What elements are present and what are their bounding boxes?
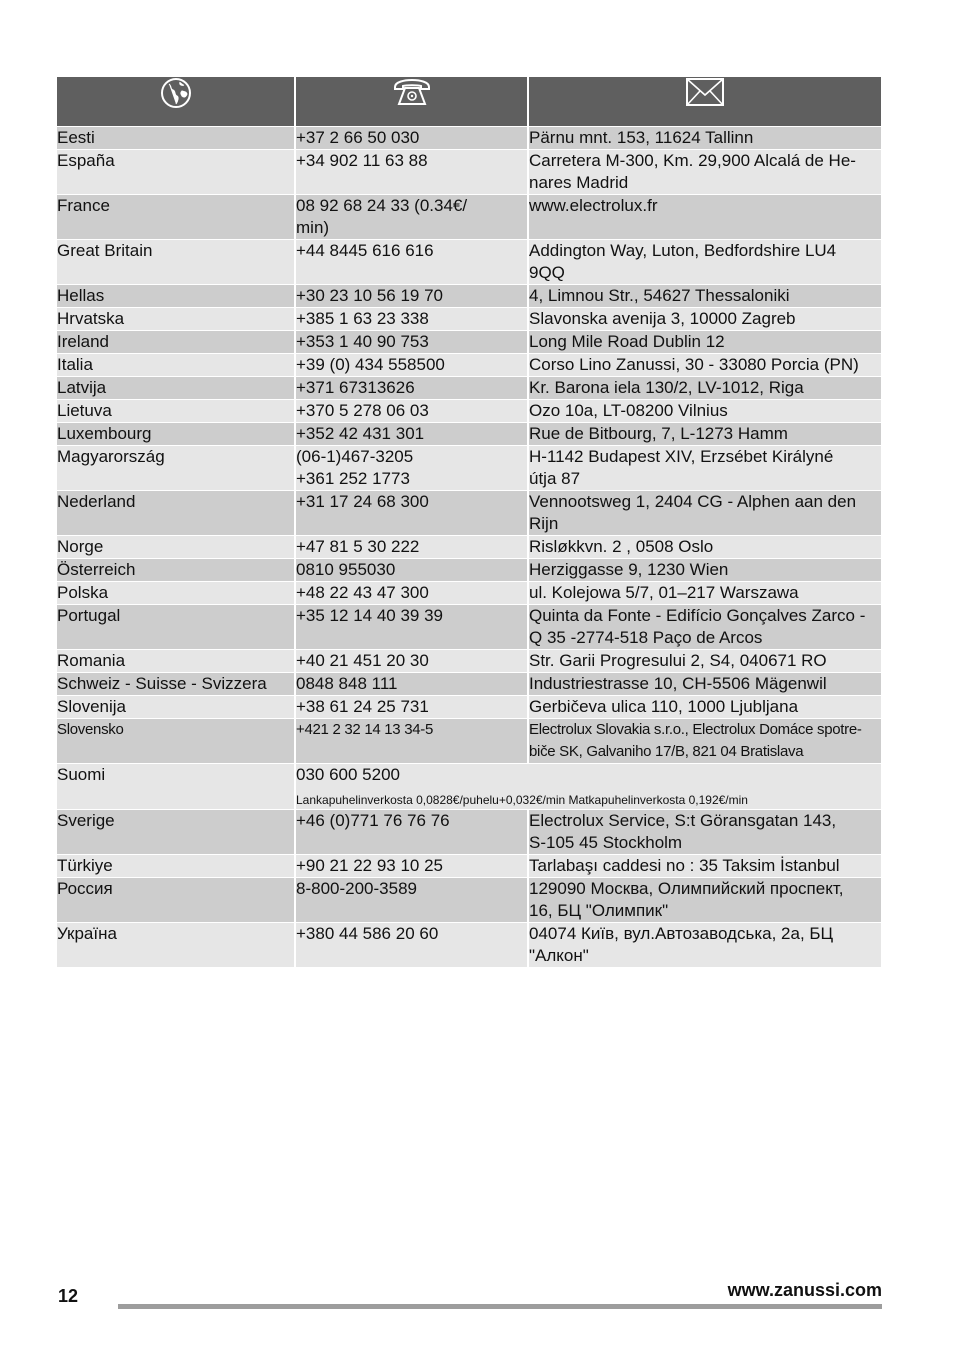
phone-cell: +385 1 63 23 338 (295, 308, 528, 331)
country-cell: Italia (57, 354, 295, 377)
phone-cell: +39 (0) 434 558500 (295, 354, 528, 377)
table-row (57, 810, 881, 855)
phone-cell: +35 12 14 40 39 39 (295, 605, 528, 650)
country-cell: Україна (57, 923, 295, 968)
country-cell: Nederland (57, 491, 295, 536)
phone-cell: 0810 955030 (295, 559, 528, 582)
address-cell: Electrolux Service, S:t Göransgatan 143, S-105 45 Stockholm (528, 810, 881, 855)
table-row (57, 855, 881, 878)
phone-cell: +34 902 11 63 88 (295, 150, 528, 195)
telephone-icon (392, 77, 432, 109)
address-cell: Industriestrasse 10, CH-5506 Mägenwil (528, 673, 881, 696)
address-cell: Long Mile Road Dublin 12 (528, 331, 881, 354)
phone-cell: +31 17 24 68 300 (295, 491, 528, 536)
envelope-icon (685, 77, 725, 107)
address-cell: Rue de Bitbourg, 7, L-1273 Hamm (528, 423, 881, 446)
address-cell: Slavonska avenija 3, 10000 Zagreb (528, 308, 881, 331)
table-row (57, 285, 881, 308)
table-row (57, 491, 881, 536)
table-row (57, 400, 881, 423)
phone-cell: +44 8445 616 616 (295, 240, 528, 285)
phone-cell: +352 42 431 301 (295, 423, 528, 446)
address-cell: Corso Lino Zanussi, 30 - 33080 Porcia (PN) (528, 354, 881, 377)
country-cell: Slovensko (57, 719, 295, 764)
phone-cell: 0848 848 111 (295, 673, 528, 696)
phone-cell: +47 81 5 30 222 (295, 536, 528, 559)
address-cell: Vennootsweg 1, 2404 CG - Alphen aan den Rijn (528, 491, 881, 536)
table-row (57, 195, 881, 240)
address-cell: Quinta da Fonte - Edifício Gonçalves Zarco - Q 35 -2774-518 Paço de Arcos (528, 605, 881, 650)
phone-cell (295, 764, 881, 810)
phone-cell: 8-800-200-3589 (295, 878, 528, 923)
table-row (57, 150, 881, 195)
country-cell: Romania (57, 650, 295, 673)
table-row (57, 559, 881, 582)
address-cell: Pärnu mnt. 153, 11624 Tallinn (528, 127, 881, 150)
contact-table (57, 76, 881, 967)
table-row (57, 423, 881, 446)
address-cell: Str. Garii Progresului 2, S4, 040671 RO (528, 650, 881, 673)
phone-cell: +371 67313626 (295, 377, 528, 400)
address-cell: Carretera M-300, Km. 29,900 Alcalá de He- nares Madrid (528, 150, 881, 195)
country-cell: Portugal (57, 605, 295, 650)
table-row (57, 878, 881, 923)
footer-rule (118, 1304, 882, 1309)
country-cell: Suomi (57, 764, 295, 810)
phone-cell: 08 92 68 24 33 (0.34€/ min) (295, 195, 528, 240)
address-cell: Kr. Barona iela 130/2, LV-1012, Riga (528, 377, 881, 400)
country-cell: France (57, 195, 295, 240)
table-row (57, 308, 881, 331)
country-cell: Sverige (57, 810, 295, 855)
country-cell: Luxembourg (57, 423, 295, 446)
address-cell: Herziggasse 9, 1230 Wien (528, 559, 881, 582)
rate-note: Lankapuhelinverkosta 0,0828€/puhelu+0,032€/min Matkapuhelinverkosta 0,192€/min (296, 793, 748, 807)
address-cell: Tarlabaşı caddesi no : 35 Taksim İstanbul (528, 855, 881, 878)
address-cell: Addington Way, Luton, Bedfordshire LU4 9QQ (528, 240, 881, 285)
table-row (57, 446, 881, 491)
country-cell: Österreich (57, 559, 295, 582)
address-cell: 04074 Київ, вул.Автозаводська, 2а, БЦ "Алкон" (528, 923, 881, 968)
table-row (57, 923, 881, 968)
table-row (57, 377, 881, 400)
phone-cell: +38 61 24 25 731 (295, 696, 528, 719)
country-cell: España (57, 150, 295, 195)
country-column-header (57, 77, 295, 127)
table-row (57, 354, 881, 377)
phone-number: 030 600 5200 (296, 765, 400, 784)
country-cell: Schweiz - Suisse - Svizzera (57, 673, 295, 696)
table-row (57, 696, 881, 719)
phone-cell: +37 2 66 50 030 (295, 127, 528, 150)
table-row (57, 536, 881, 559)
country-cell: Ireland (57, 331, 295, 354)
phone-cell: (06-1)467-3205 +361 252 1773 (295, 446, 528, 491)
phone-cell: +30 23 10 56 19 70 (295, 285, 528, 308)
address-cell: ul. Kolejowa 5/7, 01–217 Warszawa (528, 582, 881, 605)
table-row (57, 582, 881, 605)
address-cell: H-1142 Budapest XIV, Erzsébet Királyné útja 87 (528, 446, 881, 491)
page-number: 12 (58, 1286, 79, 1306)
phone-column-header (295, 77, 528, 127)
phone-cell: +48 22 43 47 300 (295, 582, 528, 605)
country-cell: Eesti (57, 127, 295, 150)
country-cell: Magyarország (57, 446, 295, 491)
phone-cell: +353 1 40 90 753 (295, 331, 528, 354)
phone-cell: +421 2 32 14 13 34-5 (295, 719, 528, 764)
table-row (57, 650, 881, 673)
country-cell: Norge (57, 536, 295, 559)
address-cell: Risløkkvn. 2 , 0508 Oslo (528, 536, 881, 559)
phone-cell: +40 21 451 20 30 (295, 650, 528, 673)
table-row (57, 605, 881, 650)
address-cell: Gerbičeva ulica 110, 1000 Ljubljana (528, 696, 881, 719)
table-row (57, 673, 881, 696)
table-row (57, 331, 881, 354)
table-row (57, 127, 881, 150)
globe-icon (160, 77, 192, 109)
footer-website: www.zanussi.com (727, 1280, 882, 1300)
country-cell: Polska (57, 582, 295, 605)
address-column-header (528, 77, 881, 127)
phone-cell: +90 21 22 93 10 25 (295, 855, 528, 878)
address-cell: 129090 Москва, Олимпийский проспект, 16, БЦ "Олимпик" (528, 878, 881, 923)
address-cell: www.electrolux.fr (528, 195, 881, 240)
phone-cell: +46 (0)771 76 76 76 (295, 810, 528, 855)
country-cell: Hrvatska (57, 308, 295, 331)
table-row (57, 240, 881, 285)
country-cell: Great Britain (57, 240, 295, 285)
country-cell: Россия (57, 878, 295, 923)
address-cell: Ozo 10a, LT-08200 Vilnius (528, 400, 881, 423)
country-cell: Türkiye (57, 855, 295, 878)
phone-cell: +380 44 586 20 60 (295, 923, 528, 968)
country-cell: Latvija (57, 377, 295, 400)
country-cell: Hellas (57, 285, 295, 308)
address-cell: Electrolux Slovakia s.r.o., Electrolux Domáce spotre- biče SK, Galvaniho 17/B, 821 04 Bratislava (528, 719, 881, 764)
country-cell: Slovenija (57, 696, 295, 719)
address-cell: 4, Limnou Str., 54627 Thessaloniki (528, 285, 881, 308)
header-row (57, 77, 881, 127)
table-row (57, 764, 881, 810)
country-cell: Lietuva (57, 400, 295, 423)
table-row (57, 719, 881, 764)
phone-cell: +370 5 278 06 03 (295, 400, 528, 423)
